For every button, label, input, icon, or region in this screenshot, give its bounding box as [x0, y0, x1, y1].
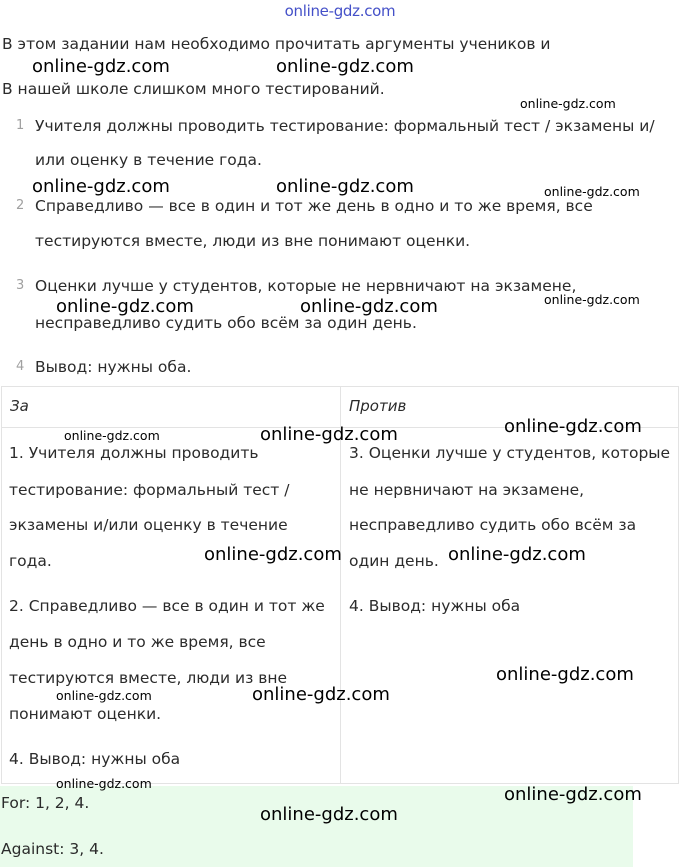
list-item-text: Вывод: нужны оба.: [35, 358, 192, 376]
table-cell: 3. Оценки лучше у студентов, которые: [349, 444, 671, 462]
watermark: online-gdz.com: [56, 296, 194, 317]
watermark: online-gdz.com: [520, 96, 616, 111]
table-cell: 4. Вывод: нужны оба: [9, 750, 181, 768]
header-site-link[interactable]: online-gdz.com: [284, 2, 396, 20]
watermark: online-gdz.com: [204, 544, 342, 565]
table-cell: 4. Вывод: нужны оба: [349, 597, 521, 615]
watermark: online-gdz.com: [32, 56, 170, 77]
table-cell: экзамены и/или оценку в течение: [9, 516, 288, 534]
list-number: 2: [16, 198, 25, 213]
list-item-text: Учителя должны проводить тестирование: формальный тест / экзамены и/: [35, 117, 655, 135]
watermark: online-gdz.com: [544, 184, 640, 199]
list-number: 4: [16, 359, 25, 374]
table-cell: день в одно и то же время, все: [9, 633, 266, 651]
answer-against: Against: 3, 4.: [1, 840, 104, 858]
list-number: 3: [16, 278, 25, 293]
watermark: online-gdz.com: [276, 176, 414, 197]
list-number: 1: [16, 118, 25, 133]
table-cell: понимают оценки.: [9, 705, 162, 723]
table-cell: 1. Учителя должны проводить: [9, 444, 259, 462]
watermark: online-gdz.com: [496, 664, 634, 685]
watermark: online-gdz.com: [260, 424, 398, 445]
watermark: online-gdz.com: [448, 544, 586, 565]
intro-text: В этом задании нам необходимо прочитать аргументы учеников и: [2, 35, 551, 53]
list-item-text: несправедливо судить обо всём за один день.: [35, 314, 417, 332]
table-cell: не нервничают на экзамене,: [349, 481, 585, 499]
watermark: online-gdz.com: [504, 416, 642, 437]
column-header-against: Против: [349, 397, 407, 415]
watermark: online-gdz.com: [56, 688, 152, 703]
for-against-table: [1, 386, 679, 784]
watermark: online-gdz.com: [64, 428, 160, 443]
watermark: online-gdz.com: [544, 292, 640, 307]
table-cell: 2. Справедливо — все в один и тот же: [9, 597, 325, 615]
watermark: online-gdz.com: [252, 684, 390, 705]
table-cell: тестируются вместе, люди из вне: [9, 669, 288, 687]
list-item-text: Справедливо — все в один и тот же день в одно и то же время, все: [35, 197, 593, 215]
watermark: online-gdz.com: [276, 56, 414, 77]
watermark: online-gdz.com: [56, 776, 152, 791]
watermark: online-gdz.com: [504, 784, 642, 805]
column-divider: [340, 387, 341, 783]
watermark: online-gdz.com: [32, 176, 170, 197]
watermark: online-gdz.com: [300, 296, 438, 317]
list-item-text: или оценку в течение года.: [35, 151, 262, 169]
intro-statement: В нашей школе слишком много тестирований.: [2, 80, 385, 98]
table-cell: тестирование: формальный тест /: [9, 481, 290, 499]
column-header-for: За: [10, 397, 29, 415]
table-cell: года.: [9, 552, 52, 570]
list-item-text: Оценки лучше у студентов, которые не нервничают на экзамене,: [35, 277, 577, 295]
list-item-text: тестируются вместе, люди из вне понимают оценки.: [35, 232, 471, 250]
table-cell: один день.: [349, 552, 439, 570]
table-cell: несправедливо судить обо всём за: [349, 516, 637, 534]
answer-for: For: 1, 2, 4.: [1, 794, 90, 812]
watermark: online-gdz.com: [260, 804, 398, 825]
